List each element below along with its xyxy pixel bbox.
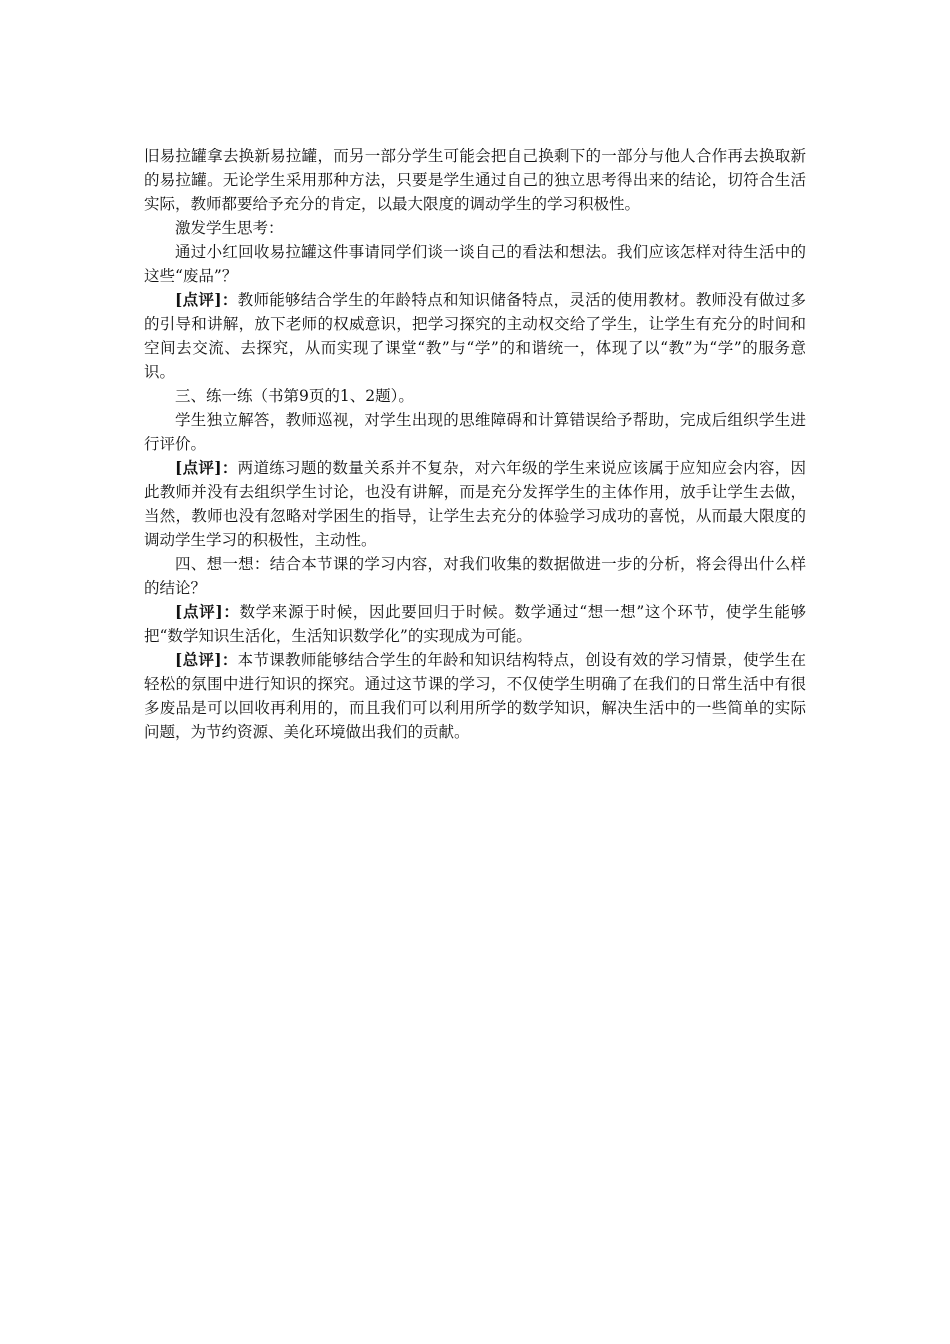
paragraph-text: 激发学生思考： xyxy=(175,219,284,237)
paragraph-text: 通过小红回收易拉罐这件事请同学们谈一谈自己的看法和想法。我们应该怎样对待生活中的这些“废品”？ xyxy=(144,243,806,285)
paragraph-comment-1 xyxy=(144,288,806,384)
paragraph-comment-2 xyxy=(144,456,806,552)
comment-tag: [点评]： xyxy=(175,458,238,477)
paragraph-text: 三、练一练（书第9页的1、2题）。 xyxy=(175,387,414,405)
paragraph-summary xyxy=(144,648,806,744)
paragraph-text: 学生独立解答，教师巡视，对学生出现的思维障碍和计算错误给予帮助，完成后组织学生进行评价。 xyxy=(144,411,806,453)
paragraph-text: 两道练习题的数量关系并不复杂，对六年级的学生来说应该属于应知应会内容，因此教师并没有去组织学生讨论，也没有讲解，而是充分发挥学生的主体作用，放手让学生去做，当然，教师也没有忽略对学困生的指导，让学生去充分的体验学习成功的喜悦，从而最大限度的调动学生学习的积极性，主动性。 xyxy=(144,459,806,549)
paragraph-text: 旧易拉罐拿去换新易拉罐，而另一部分学生可能会把自己换剩下的一部分与他人合作再去换取新的易拉罐。无论学生采用那种方法，只要是学生通过自己的独立思考得出来的结论，切符合生活实际，教师都要给予充分的肯定，以最大限度的调动学生的学习积极性。 xyxy=(144,147,806,213)
paragraph-text: 数学来源于时候，因此要回归于时候。数学通过“想一想”这个环节，使学生能够把“数学知识生活化，生活知识数学化”的实现成为可能。 xyxy=(144,603,806,645)
paragraph-text: 本节课教师能够结合学生的年龄和知识结构特点，创设有效的学习情景，使学生在轻松的氛围中进行知识的探究。通过这节课的学习，不仅使学生明确了在我们的日常生活中有很多废品是可以回收再利用的，而且我们可以利用所学的数学知识，解决生活中的一些简单的实际问题，为节约资源、美化环境做出我们的贡献。 xyxy=(144,651,806,741)
paragraph-text: 教师能够结合学生的年龄特点和知识储备特点，灵活的使用教材。教师没有做过多的引导和讲解，放下老师的权威意识，把学习探究的主动权交给了学生，让学生有充分的时间和空间去交流、去探究，从而实现了课堂“教”与“学”的和谐统一，体现了以“教”为“学”的服务意识。 xyxy=(144,291,806,381)
paragraph-section-think xyxy=(144,552,806,600)
comment-tag: [点评]： xyxy=(175,602,240,621)
comment-tag: [点评]： xyxy=(175,290,238,309)
paragraph-stimulate-thinking xyxy=(144,216,806,240)
paragraph-section-practice xyxy=(144,384,806,408)
document-page xyxy=(144,144,806,744)
paragraph-comment-3 xyxy=(144,600,806,648)
summary-tag: [总评]： xyxy=(175,650,238,669)
paragraph-independent-answer xyxy=(144,408,806,456)
paragraph-cans-exchange xyxy=(144,144,806,216)
paragraph-discussion-question xyxy=(144,240,806,288)
paragraph-text: 四、想一想：结合本节课的学习内容，对我们收集的数据做进一步的分析，将会得出什么样的结论？ xyxy=(144,555,806,597)
